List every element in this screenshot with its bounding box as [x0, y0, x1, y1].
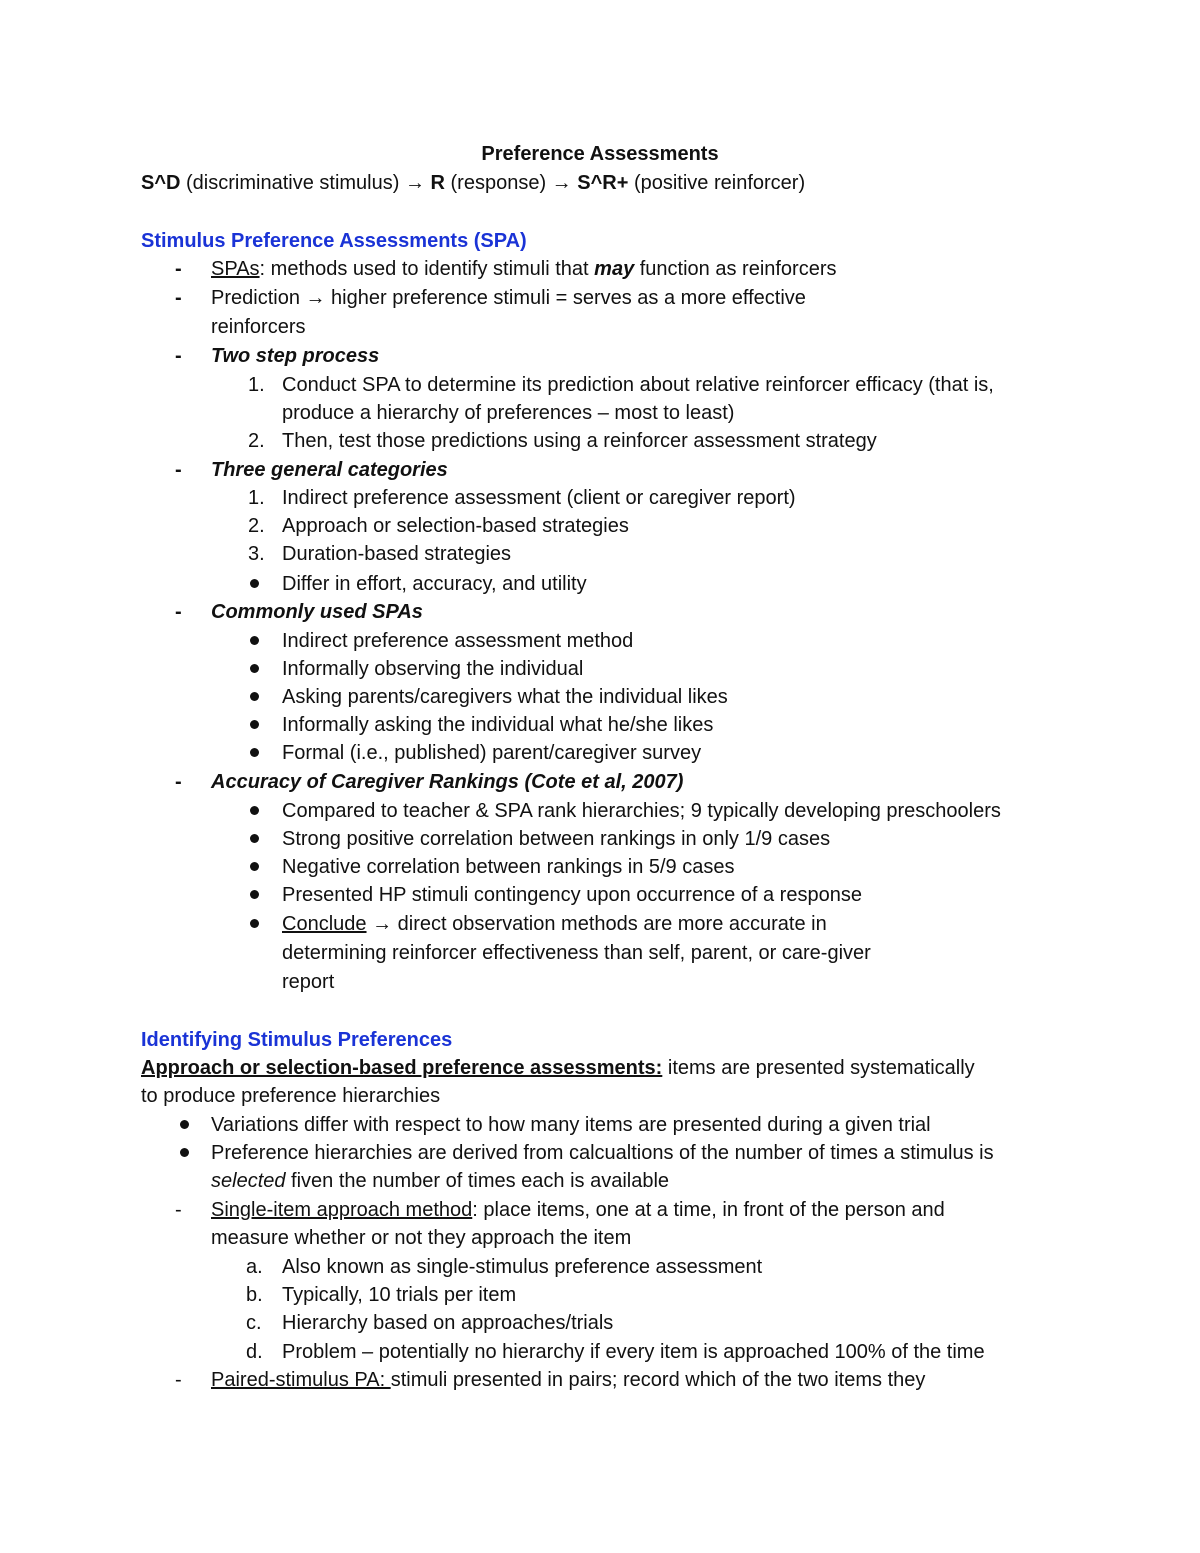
bullet-icon	[250, 664, 259, 673]
dash-marker: -	[175, 459, 182, 481]
list-item: Formal (i.e., published) parent/caregiver survey	[282, 742, 702, 764]
list-marker: a.	[246, 1256, 263, 1278]
spa-heading: Stimulus Preference Assessments (SPA)	[141, 230, 527, 252]
list-item: Conduct SPA to determine its prediction about relative reinforcer efficacy (that is,	[282, 374, 994, 396]
conclude-line-2: determining reinforcer effectiveness than self, parent, or care-giver	[282, 942, 871, 964]
bullet-icon	[250, 636, 259, 645]
bullet-icon	[250, 748, 259, 757]
dash-marker: -	[175, 601, 182, 623]
conclude-text: → direct observation methods are more accurate in	[366, 913, 827, 935]
bullet-icon	[250, 692, 259, 701]
list-marker: 1.	[248, 374, 265, 396]
list-item: Strong positive correlation between rankings in only 1/9 cases	[282, 828, 831, 850]
spa-def-text-2: function as reinforcers	[634, 258, 837, 280]
conclude-line-1	[282, 912, 827, 936]
bullet-icon	[250, 834, 259, 843]
list-item: Problem – potentially no hierarchy if every item is approached 100% of the time	[282, 1341, 985, 1363]
list-item: Presented HP stimuli contingency upon occurrence of a response	[282, 884, 862, 906]
hierarchy-line-2	[211, 1169, 669, 1193]
accuracy-heading: Accuracy of Caregiver Rankings (Cote et al, 2007)	[211, 771, 684, 793]
list-marker: 2.	[248, 430, 265, 452]
prediction-line-2: reinforcers	[211, 316, 306, 338]
paired-term: Paired-stimulus PA:	[211, 1369, 391, 1391]
page-title: Preference Assessments	[481, 143, 719, 165]
conclude-term: Conclude	[282, 913, 367, 935]
dash-marker: -	[175, 1199, 182, 1221]
sr-desc: (positive reinforcer)	[628, 172, 806, 194]
list-item: Negative correlation between rankings in 5/9 cases	[282, 856, 735, 878]
list-item: Informally observing the individual	[282, 658, 584, 680]
spa-definition	[211, 257, 837, 281]
dash-marker: -	[175, 287, 182, 309]
spa-def-may: may	[594, 258, 635, 280]
bullet-icon	[250, 579, 259, 588]
list-item: Indirect preference assessment (client or caregiver report)	[282, 487, 796, 509]
three-categories-heading: Three general categories	[211, 459, 448, 481]
list-item: Variations differ with respect to how many items are presented during a given trial	[211, 1114, 931, 1136]
approach-line-1	[141, 1056, 975, 1080]
bullet-icon	[180, 1148, 189, 1157]
r-desc: (response) →	[444, 172, 578, 194]
dash-marker: -	[175, 1369, 182, 1391]
approach-text: items are presented systematically	[662, 1057, 975, 1079]
list-item: Compared to teacher & SPA rank hierarchies; 9 typically developing preschoolers	[282, 800, 1001, 822]
bullet-icon	[250, 720, 259, 729]
bullet-icon	[250, 919, 259, 928]
list-marker: b.	[246, 1284, 263, 1306]
list-item: Indirect preference assessment method	[282, 630, 634, 652]
single-item-line-1	[211, 1198, 945, 1222]
list-marker: d.	[246, 1341, 263, 1363]
list-item: Approach or selection-based strategies	[282, 515, 629, 537]
list-marker: 2.	[248, 515, 265, 537]
list-marker: 1.	[248, 487, 265, 509]
list-marker: 3.	[248, 543, 265, 565]
list-item: produce a hierarchy of preferences – most to least)	[282, 402, 735, 424]
paired-stimulus-line	[211, 1368, 925, 1392]
list-item: Typically, 10 trials per item	[282, 1284, 517, 1306]
list-item: Hierarchy based on approaches/trials	[282, 1312, 614, 1334]
two-step-heading: Two step process	[211, 345, 380, 367]
list-item: Also known as single-stimulus preference assessment	[282, 1256, 763, 1278]
list-marker: c.	[246, 1312, 262, 1334]
single-item-line-2: measure whether or not they approach the item	[211, 1227, 632, 1249]
selected-term: selected	[211, 1170, 286, 1192]
bullet-icon	[250, 890, 259, 899]
dash-marker: -	[175, 771, 182, 793]
bullet-icon	[180, 1120, 189, 1129]
list-item: Then, test those predictions using a reinforcer assessment strategy	[282, 430, 877, 452]
spa-def-text: : methods used to identify stimuli that	[259, 258, 595, 280]
hierarchy-text: fiven the number of times each is available	[285, 1170, 670, 1192]
list-item: Duration-based strategies	[282, 543, 512, 565]
bullet-icon	[250, 862, 259, 871]
spa-def-term: SPAs	[211, 258, 260, 280]
sd-desc: (discriminative stimulus) →	[180, 172, 431, 194]
approach-term: Approach or selection-based preference assessments:	[141, 1057, 663, 1079]
sd-term: S^D	[141, 172, 181, 194]
approach-line-2: to produce preference hierarchies	[141, 1085, 441, 1107]
isp-heading: Identifying Stimulus Preferences	[141, 1029, 453, 1051]
list-item: Differ in effort, accuracy, and utility	[282, 573, 587, 595]
bullet-icon	[250, 806, 259, 815]
single-item-text: : place items, one at a time, in front of the person and	[472, 1199, 945, 1221]
conclude-line-3: report	[282, 971, 335, 993]
dash-marker: -	[175, 345, 182, 367]
stimulus-chain	[141, 171, 805, 195]
paired-text: stimuli presented in pairs; record which of the two items they	[390, 1369, 926, 1391]
r-term: R	[430, 172, 445, 194]
sr-term: S^R+	[577, 172, 629, 194]
dash-marker: -	[175, 258, 182, 280]
hierarchy-line-1: Preference hierarchies are derived from calcualtions of the number of times a stimulus is	[211, 1142, 994, 1164]
prediction-line-1: Prediction → higher preference stimuli = serves as a more effective	[211, 287, 806, 309]
single-item-term: Single-item approach method	[211, 1199, 473, 1221]
common-spas-heading: Commonly used SPAs	[211, 601, 423, 623]
list-item: Informally asking the individual what he/she likes	[282, 714, 714, 736]
list-item: Asking parents/caregivers what the individual likes	[282, 686, 728, 708]
